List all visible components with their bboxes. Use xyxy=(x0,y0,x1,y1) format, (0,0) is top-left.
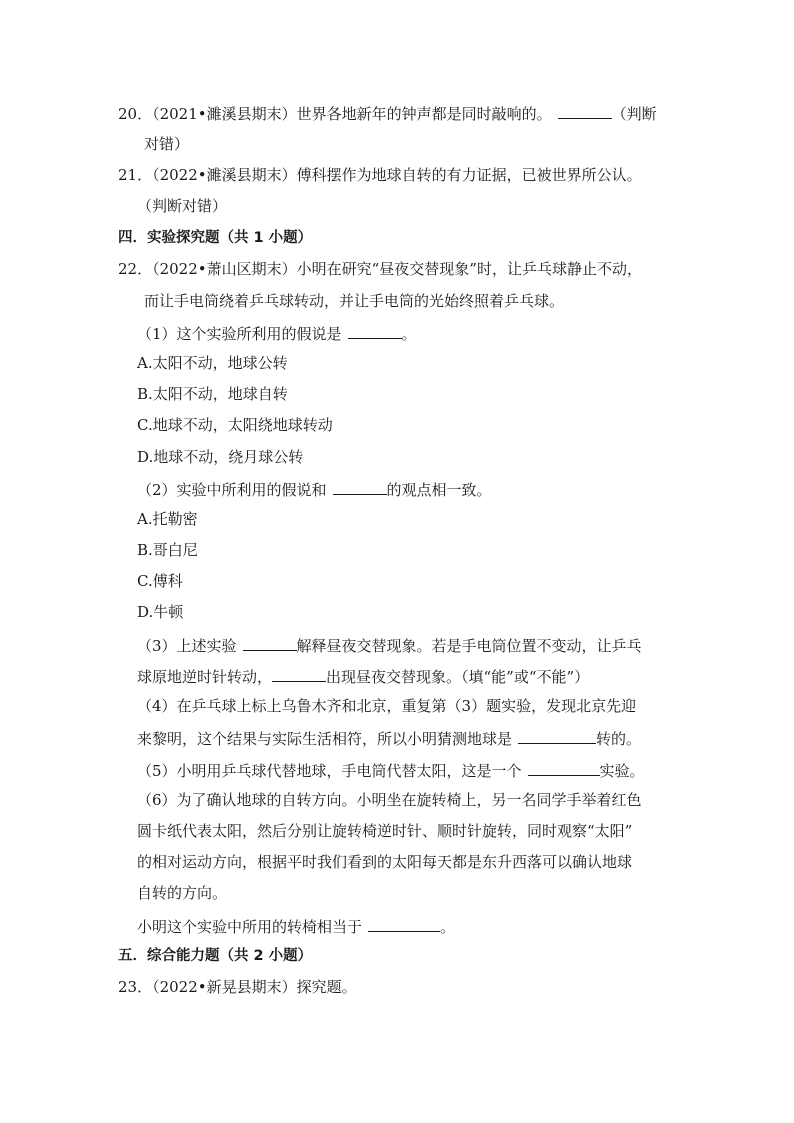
q22-part6-end: 。 xyxy=(440,918,456,936)
q22-part2-option-b: B.哥白尼 xyxy=(137,541,198,559)
q22-part2 xyxy=(137,478,492,498)
q22-part1-end: 。 xyxy=(401,325,417,343)
answer-blank-q22-3a[interactable] xyxy=(243,634,297,651)
q20-hint: （判断 xyxy=(611,105,657,123)
q22-part2-text: （2）实验中所利用的假说和 xyxy=(137,481,327,499)
q22-part4-end: 转的。 xyxy=(596,730,642,748)
q20-line1 xyxy=(118,102,657,122)
q22-part6-line2: 圆卡纸代表太阳，然后分别让旋转椅逆时针、顺时针旋转，同时观察“太阳” xyxy=(137,822,633,840)
q22-intro-line1: 22．（2022•萧山区期末）小明在研究“昼夜交替现象”时，让乒乓球静止不动， xyxy=(118,260,642,278)
q22-part6-line4: 自转的方向。 xyxy=(137,884,228,902)
section4-title: 四．实验探究题（共 1 小题） xyxy=(118,230,313,246)
q22-part2-option-c: C.傅科 xyxy=(137,572,183,590)
q22-part5 xyxy=(137,759,645,779)
q22-part4-line1: （4）在乒乓球上标上乌鲁木齐和北京，重复第（3）题实验，发现北京先迎 xyxy=(137,697,637,715)
q22-part1-option-d: D.地球不动，绕月球公转 xyxy=(137,448,304,466)
q22-part3-hint: 出现昼夜交替现象。（填“能”或“不能”） xyxy=(326,668,590,686)
q22-part3-text2: 球原地逆时针转动， xyxy=(137,668,273,686)
answer-blank-q22-1[interactable] xyxy=(348,322,402,339)
q22-part1-option-c: C.地球不动，太阳绕地球转动 xyxy=(137,416,333,434)
q22-part1 xyxy=(137,322,417,342)
q22-part3-line2 xyxy=(137,665,589,685)
q21-line1: 21．（2022•濉溪县期末）傅科摆作为地球自转的有力证据，已被世界所公认。 xyxy=(118,166,642,184)
q22-part1-option-b: B.太阳不动，地球自转 xyxy=(137,385,288,403)
answer-blank-q22-5[interactable] xyxy=(528,759,600,776)
q22-part6-line1: （6）为了确认地球的自转方向。小明坐在旋转椅上，另一名同学手举着红色 xyxy=(137,791,642,809)
answer-blank-q20[interactable] xyxy=(558,102,612,119)
q20-text: 20．（2021•濉溪县期末）世界各地新年的钟声都是同时敲响的。 xyxy=(118,105,552,123)
section5-title: 五．综合能力题（共 2 小题） xyxy=(118,948,313,964)
q22-intro-line2: 而让手电筒绕着乒乓球转动，并让手电筒的光始终照着乒乓球。 xyxy=(144,292,565,310)
q22-part4-text: 来黎明，这个结果与实际生活相符，所以小明猜测地球是 xyxy=(137,730,513,748)
q22-part6-text: 小明这个实验中所用的转椅相当于 xyxy=(137,918,363,936)
q22-part6-line3: 的相对运动方向，根据平时我们看到的太阳每天都是东升西落可以确认地球 xyxy=(137,853,633,871)
q22-part3-text: （3）上述实验 xyxy=(137,637,237,655)
q22-part1-text: （1）这个实验所利用的假说是 xyxy=(137,325,342,343)
q22-part6-line5 xyxy=(137,915,455,935)
q20-line2: 对错） xyxy=(144,135,190,153)
q21-line2: （判断对错） xyxy=(137,197,228,215)
q22-part2-end: 的观点相一致。 xyxy=(386,481,492,499)
q22-part3-text-cont: 解释昼夜交替现象。若是手电筒位置不变动，让乒乓 xyxy=(296,637,642,655)
answer-blank-q22-2[interactable] xyxy=(333,478,387,495)
q22-part5-text: （5）小明用乒乓球代替地球，手电筒代替太阳，这是一个 xyxy=(137,762,522,780)
q22-part2-option-a: A.托勒密 xyxy=(137,510,198,528)
q22-part1-option-a: A.太阳不动，地球公转 xyxy=(137,354,288,372)
q22-part5-end: 实验。 xyxy=(599,762,645,780)
q22-part3-line1 xyxy=(137,634,642,654)
q23-line1: 23．（2022•新晃县期末）探究题。 xyxy=(118,978,357,996)
answer-blank-q22-6[interactable] xyxy=(368,915,440,932)
q22-part2-option-d: D.牛顿 xyxy=(137,603,184,621)
q22-part4-line2 xyxy=(137,727,641,747)
answer-blank-q22-3b[interactable] xyxy=(272,665,326,682)
answer-blank-q22-4[interactable] xyxy=(518,727,596,744)
